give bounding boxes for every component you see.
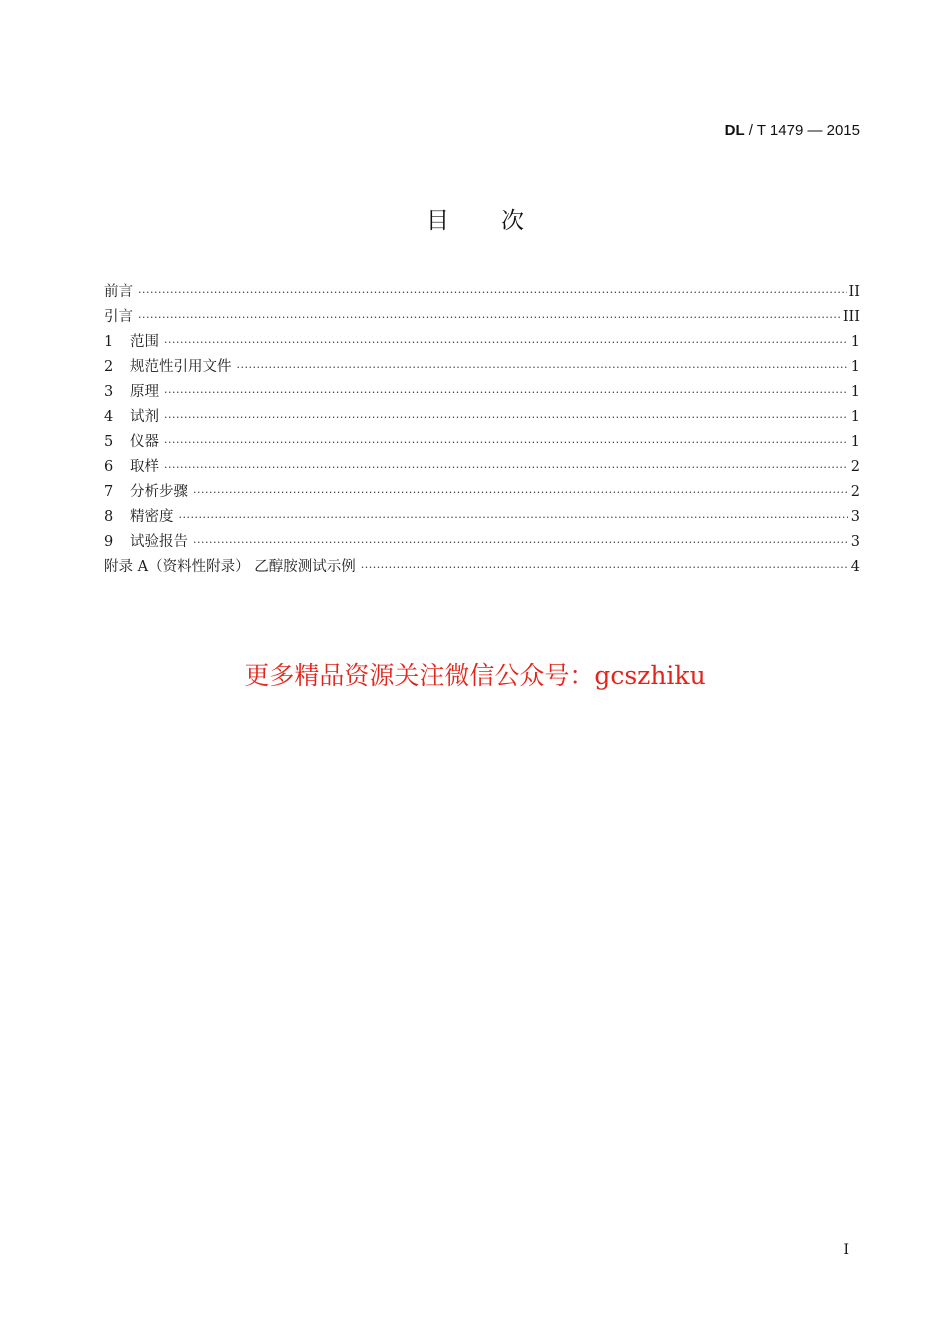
toc-entry-number: 9: [104, 534, 114, 550]
toc-leader-dots: [164, 455, 848, 480]
toc-entry-number: 2: [104, 359, 114, 375]
toc-entry-label: 仪器: [130, 434, 159, 450]
toc-entry-page: 1: [850, 384, 860, 400]
toc-leader-dots: [164, 405, 848, 430]
toc-entry-9[interactable]: [104, 530, 860, 555]
toc-entry-5[interactable]: [104, 430, 860, 455]
toc-entry-number: 5: [104, 434, 114, 450]
toc-entry-page: 1: [850, 434, 860, 450]
toc-leader-dots: [138, 280, 847, 305]
toc-entry-page: 1: [850, 409, 860, 425]
toc-entry-page: 3: [850, 534, 860, 550]
toc-leader-dots: [164, 430, 848, 455]
toc-entry-page: II: [848, 284, 860, 300]
toc-leader-dots: [138, 305, 841, 330]
page-number: I: [843, 1242, 849, 1258]
toc-entry-page: 4: [850, 559, 860, 575]
toc-leader-dots: [164, 330, 848, 355]
toc-entry-1[interactable]: [104, 330, 860, 355]
toc-leader-dots: [164, 380, 848, 405]
toc-leader-dots: [237, 355, 849, 380]
toc-entry-label: 精密度: [130, 509, 174, 525]
page-title: 目次: [426, 208, 576, 234]
toc-leader-dots: [179, 505, 849, 530]
standard-code-number: / T 1479 — 2015: [744, 122, 860, 139]
toc-entry-number: 3: [104, 384, 114, 400]
toc-leader-dots: [193, 530, 848, 555]
toc-entry-label: 引言: [104, 309, 133, 325]
toc-entry-label: 规范性引用文件: [130, 359, 232, 375]
toc-entry-page: 2: [850, 459, 860, 475]
toc-entry-label: 试验报告: [130, 534, 188, 550]
toc-entry-number: 7: [104, 484, 114, 500]
toc-entry-number: 4: [104, 409, 114, 425]
toc-leader-dots: [361, 555, 848, 580]
toc-entry-number: 6: [104, 459, 114, 475]
toc-entry-label: 前言: [104, 284, 133, 300]
toc-entry-label: 原理: [130, 384, 159, 400]
toc-entry-6[interactable]: [104, 455, 860, 480]
toc-entry-page: 1: [850, 334, 860, 350]
toc-entry-label: 分析步骤: [130, 484, 188, 500]
toc-entry-page: 2: [850, 484, 860, 500]
toc-entry-page: 1: [850, 359, 860, 375]
toc-entry-page: III: [842, 309, 860, 325]
toc-entry-number: 8: [104, 509, 114, 525]
toc-entry-label: 范围: [130, 334, 159, 350]
toc-leader-dots: [193, 480, 848, 505]
toc-entry-appendix-a[interactable]: [104, 555, 860, 580]
toc-entry-label: 试剂: [130, 409, 159, 425]
toc-entry-page: 3: [850, 509, 860, 525]
toc-entry-4[interactable]: [104, 405, 860, 430]
toc-entry-label: 取样: [130, 459, 159, 475]
standard-code: [725, 122, 860, 139]
toc-entry-3[interactable]: [104, 380, 860, 405]
toc-entry-number: 1: [104, 334, 114, 350]
toc-entry-8[interactable]: [104, 505, 860, 530]
toc-entry-7[interactable]: [104, 480, 860, 505]
toc-entry-2[interactable]: [104, 355, 860, 380]
toc-entry-introduction[interactable]: [104, 305, 860, 330]
standard-code-prefix: DL: [724, 122, 745, 139]
toc-entry-foreword[interactable]: [104, 280, 860, 305]
table-of-contents: [104, 280, 860, 580]
toc-entry-label: 附录 A（资料性附录） 乙醇胺测试示例: [104, 559, 356, 575]
promo-notice: 更多精品资源关注微信公众号：gcszhiku: [244, 661, 706, 690]
